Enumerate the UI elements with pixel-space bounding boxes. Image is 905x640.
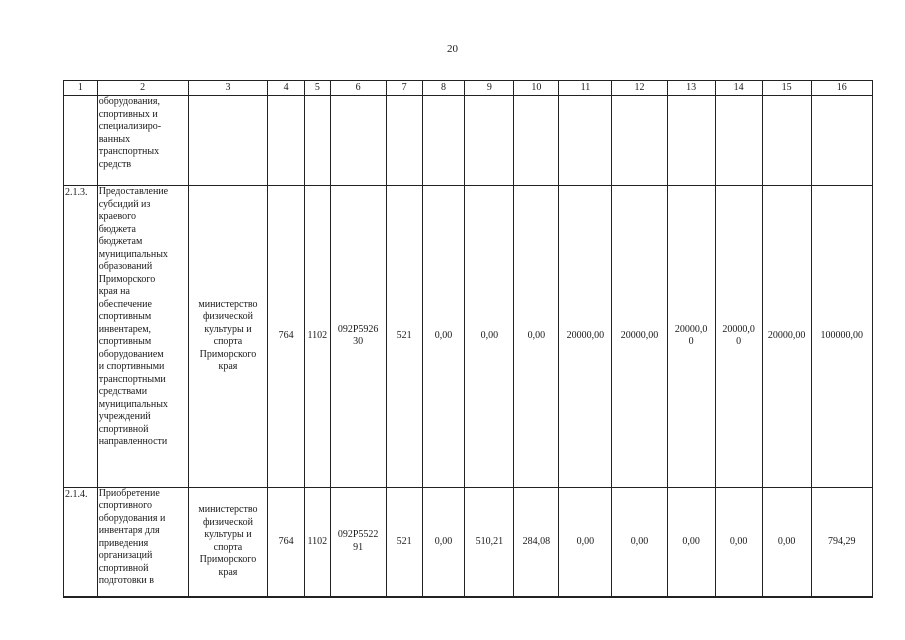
- text-line: 0,00: [576, 535, 595, 547]
- value-col-10: [514, 186, 559, 487]
- text-line: 794,29: [828, 535, 856, 547]
- responsible-executor: [188, 96, 268, 186]
- text-line: 20000,0: [722, 323, 755, 335]
- column-number-14: 14: [715, 81, 762, 96]
- column-number-row: [64, 81, 873, 96]
- text-line: 0,00: [480, 330, 499, 342]
- text-line: 764: [278, 330, 294, 342]
- text-line: и спортивными: [98, 361, 165, 373]
- text-line: 20000,00: [566, 330, 605, 342]
- item-name: [97, 96, 188, 186]
- text-line: 100000,00: [820, 330, 864, 342]
- text-line: культуры и: [204, 529, 252, 541]
- table-row: [64, 487, 873, 596]
- value-col-9: [465, 487, 514, 596]
- table-row: [64, 96, 873, 186]
- value-col-12: [612, 487, 667, 596]
- table-row: [64, 186, 873, 487]
- kbk-grbs: [268, 96, 305, 186]
- column-number-9: 9: [465, 81, 514, 96]
- text-line: оборудованием: [98, 348, 164, 360]
- text-line: края: [218, 566, 238, 578]
- text-line: культуры и: [204, 323, 252, 335]
- kbk-rzpr: [305, 487, 331, 596]
- text-line: оборудования и: [98, 512, 166, 524]
- text-line: 0,00: [434, 330, 453, 342]
- text-line: Приобретение: [98, 487, 160, 499]
- text-line: подготовки в: [98, 575, 154, 587]
- value-col-8: [422, 186, 465, 487]
- text-line: 20000,0: [674, 323, 708, 335]
- text-line: образований: [98, 261, 153, 273]
- budget-table: [63, 80, 873, 597]
- column-number-15: 15: [762, 81, 811, 96]
- total-value: [811, 186, 872, 487]
- text-line: 0,00: [729, 535, 748, 547]
- responsible-executor: [188, 487, 268, 596]
- column-number-1: 1: [64, 81, 98, 96]
- text-line: 0,00: [527, 330, 546, 342]
- page-number: 20: [447, 43, 458, 55]
- item-number: 2.1.4.: [64, 487, 98, 596]
- value-col-8: [422, 96, 465, 186]
- text-line: 0: [688, 336, 694, 348]
- value-col-10: [514, 96, 559, 186]
- value-col-11: [559, 96, 612, 186]
- kbk-grbs: [268, 487, 305, 596]
- text-line: 092P5926: [337, 323, 379, 335]
- text-line: Приморского: [199, 554, 257, 566]
- text-line: 0: [736, 336, 742, 348]
- value-col-15: [762, 96, 811, 186]
- value-col-14: [715, 186, 762, 487]
- text-line: 20000,00: [767, 330, 806, 342]
- kbk-csr: [330, 186, 386, 487]
- text-line: субсидий из: [98, 198, 151, 210]
- text-line: транспортных: [98, 146, 160, 158]
- column-number-13: 13: [667, 81, 715, 96]
- value-col-9: [465, 96, 514, 186]
- text-line: бюджетам: [98, 236, 143, 248]
- text-line: спортивной: [98, 423, 149, 435]
- item-name: [97, 186, 188, 487]
- value-col-13: [667, 96, 715, 186]
- value-col-11: [559, 186, 612, 487]
- text-line: бюджета: [98, 223, 136, 235]
- kbk-csr: [330, 96, 386, 186]
- text-line: 092P5522: [337, 529, 379, 541]
- text-line: спортивным: [98, 336, 152, 348]
- text-line: 1102: [307, 535, 328, 547]
- text-line: 1102: [307, 330, 328, 342]
- column-number-10: 10: [514, 81, 559, 96]
- column-number-16: 16: [811, 81, 872, 96]
- kbk-vr: [386, 96, 422, 186]
- total-value: [811, 487, 872, 596]
- text-line: муниципальных: [98, 248, 168, 260]
- text-line: спорта: [213, 541, 243, 553]
- value-col-14: [715, 96, 762, 186]
- value-col-10: [514, 487, 559, 596]
- text-line: направленности: [98, 436, 168, 448]
- text-line: оборудования,: [98, 96, 160, 108]
- text-line: краевого: [98, 211, 136, 223]
- text-line: средств: [98, 158, 132, 170]
- text-line: 0,00: [434, 535, 453, 547]
- text-line: средствами: [98, 386, 148, 398]
- value-col-9: [465, 186, 514, 487]
- total-value: [811, 96, 872, 186]
- text-line: транспортными: [98, 373, 166, 385]
- text-line: 91: [353, 541, 364, 553]
- kbk-rzpr: [305, 96, 331, 186]
- table-bottom-edge: [63, 597, 873, 598]
- text-line: спортивным: [98, 311, 152, 323]
- text-line: 284,08: [522, 535, 551, 547]
- column-number-2: 2: [97, 81, 188, 96]
- text-line: инвентарем,: [98, 323, 152, 335]
- text-line: 764: [278, 535, 294, 547]
- column-number-3: 3: [188, 81, 268, 96]
- text-line: муниципальных: [98, 398, 168, 410]
- text-line: края на: [98, 286, 130, 298]
- column-number-8: 8: [422, 81, 465, 96]
- text-line: организаций: [98, 550, 153, 562]
- kbk-grbs: [268, 186, 305, 487]
- item-number: 2.1.3.: [64, 186, 98, 487]
- text-line: приведения: [98, 537, 149, 549]
- text-line: 521: [396, 330, 412, 342]
- kbk-rzpr: [305, 186, 331, 487]
- column-number-4: 4: [268, 81, 305, 96]
- text-line: спорта: [213, 336, 243, 348]
- text-line: специализиро-: [98, 121, 162, 133]
- text-line: 0,00: [777, 535, 796, 547]
- text-line: 521: [396, 535, 412, 547]
- value-col-13: [667, 487, 715, 596]
- text-line: края: [218, 361, 238, 373]
- text-line: спортивных и: [98, 108, 158, 120]
- column-number-6: 6: [330, 81, 386, 96]
- column-number-5: 5: [305, 81, 331, 96]
- value-col-12: [612, 186, 667, 487]
- kbk-csr: [330, 487, 386, 596]
- text-line: инвентаря для: [98, 525, 160, 537]
- column-number-11: 11: [559, 81, 612, 96]
- text-line: спортивного: [98, 500, 153, 512]
- text-line: 20000,00: [620, 330, 659, 342]
- text-line: 510,21: [475, 535, 504, 547]
- value-col-15: [762, 186, 811, 487]
- value-col-14: [715, 487, 762, 596]
- text-line: учреждений: [98, 411, 151, 423]
- text-line: физической: [202, 311, 253, 323]
- kbk-vr: [386, 186, 422, 487]
- text-line: 30: [353, 336, 364, 348]
- item-number: [64, 96, 98, 186]
- value-col-15: [762, 487, 811, 596]
- text-line: физической: [202, 516, 253, 528]
- text-line: Приморского: [98, 273, 156, 285]
- text-line: министерство: [198, 504, 258, 516]
- column-number-7: 7: [386, 81, 422, 96]
- text-line: 0,00: [682, 535, 700, 547]
- column-number-12: 12: [612, 81, 667, 96]
- text-line: 0,00: [630, 535, 649, 547]
- text-line: Приморского: [199, 348, 257, 360]
- text-line: спортивной: [98, 562, 149, 574]
- text-line: ванных: [98, 133, 131, 145]
- text-line: обеспечение: [98, 298, 152, 310]
- value-col-13: [667, 186, 715, 487]
- value-col-8: [422, 487, 465, 596]
- value-col-11: [559, 487, 612, 596]
- item-name: [97, 487, 188, 596]
- kbk-vr: [386, 487, 422, 596]
- value-col-12: [612, 96, 667, 186]
- text-line: министерство: [198, 298, 258, 310]
- text-line: Предоставление: [98, 186, 169, 198]
- responsible-executor: [188, 186, 268, 487]
